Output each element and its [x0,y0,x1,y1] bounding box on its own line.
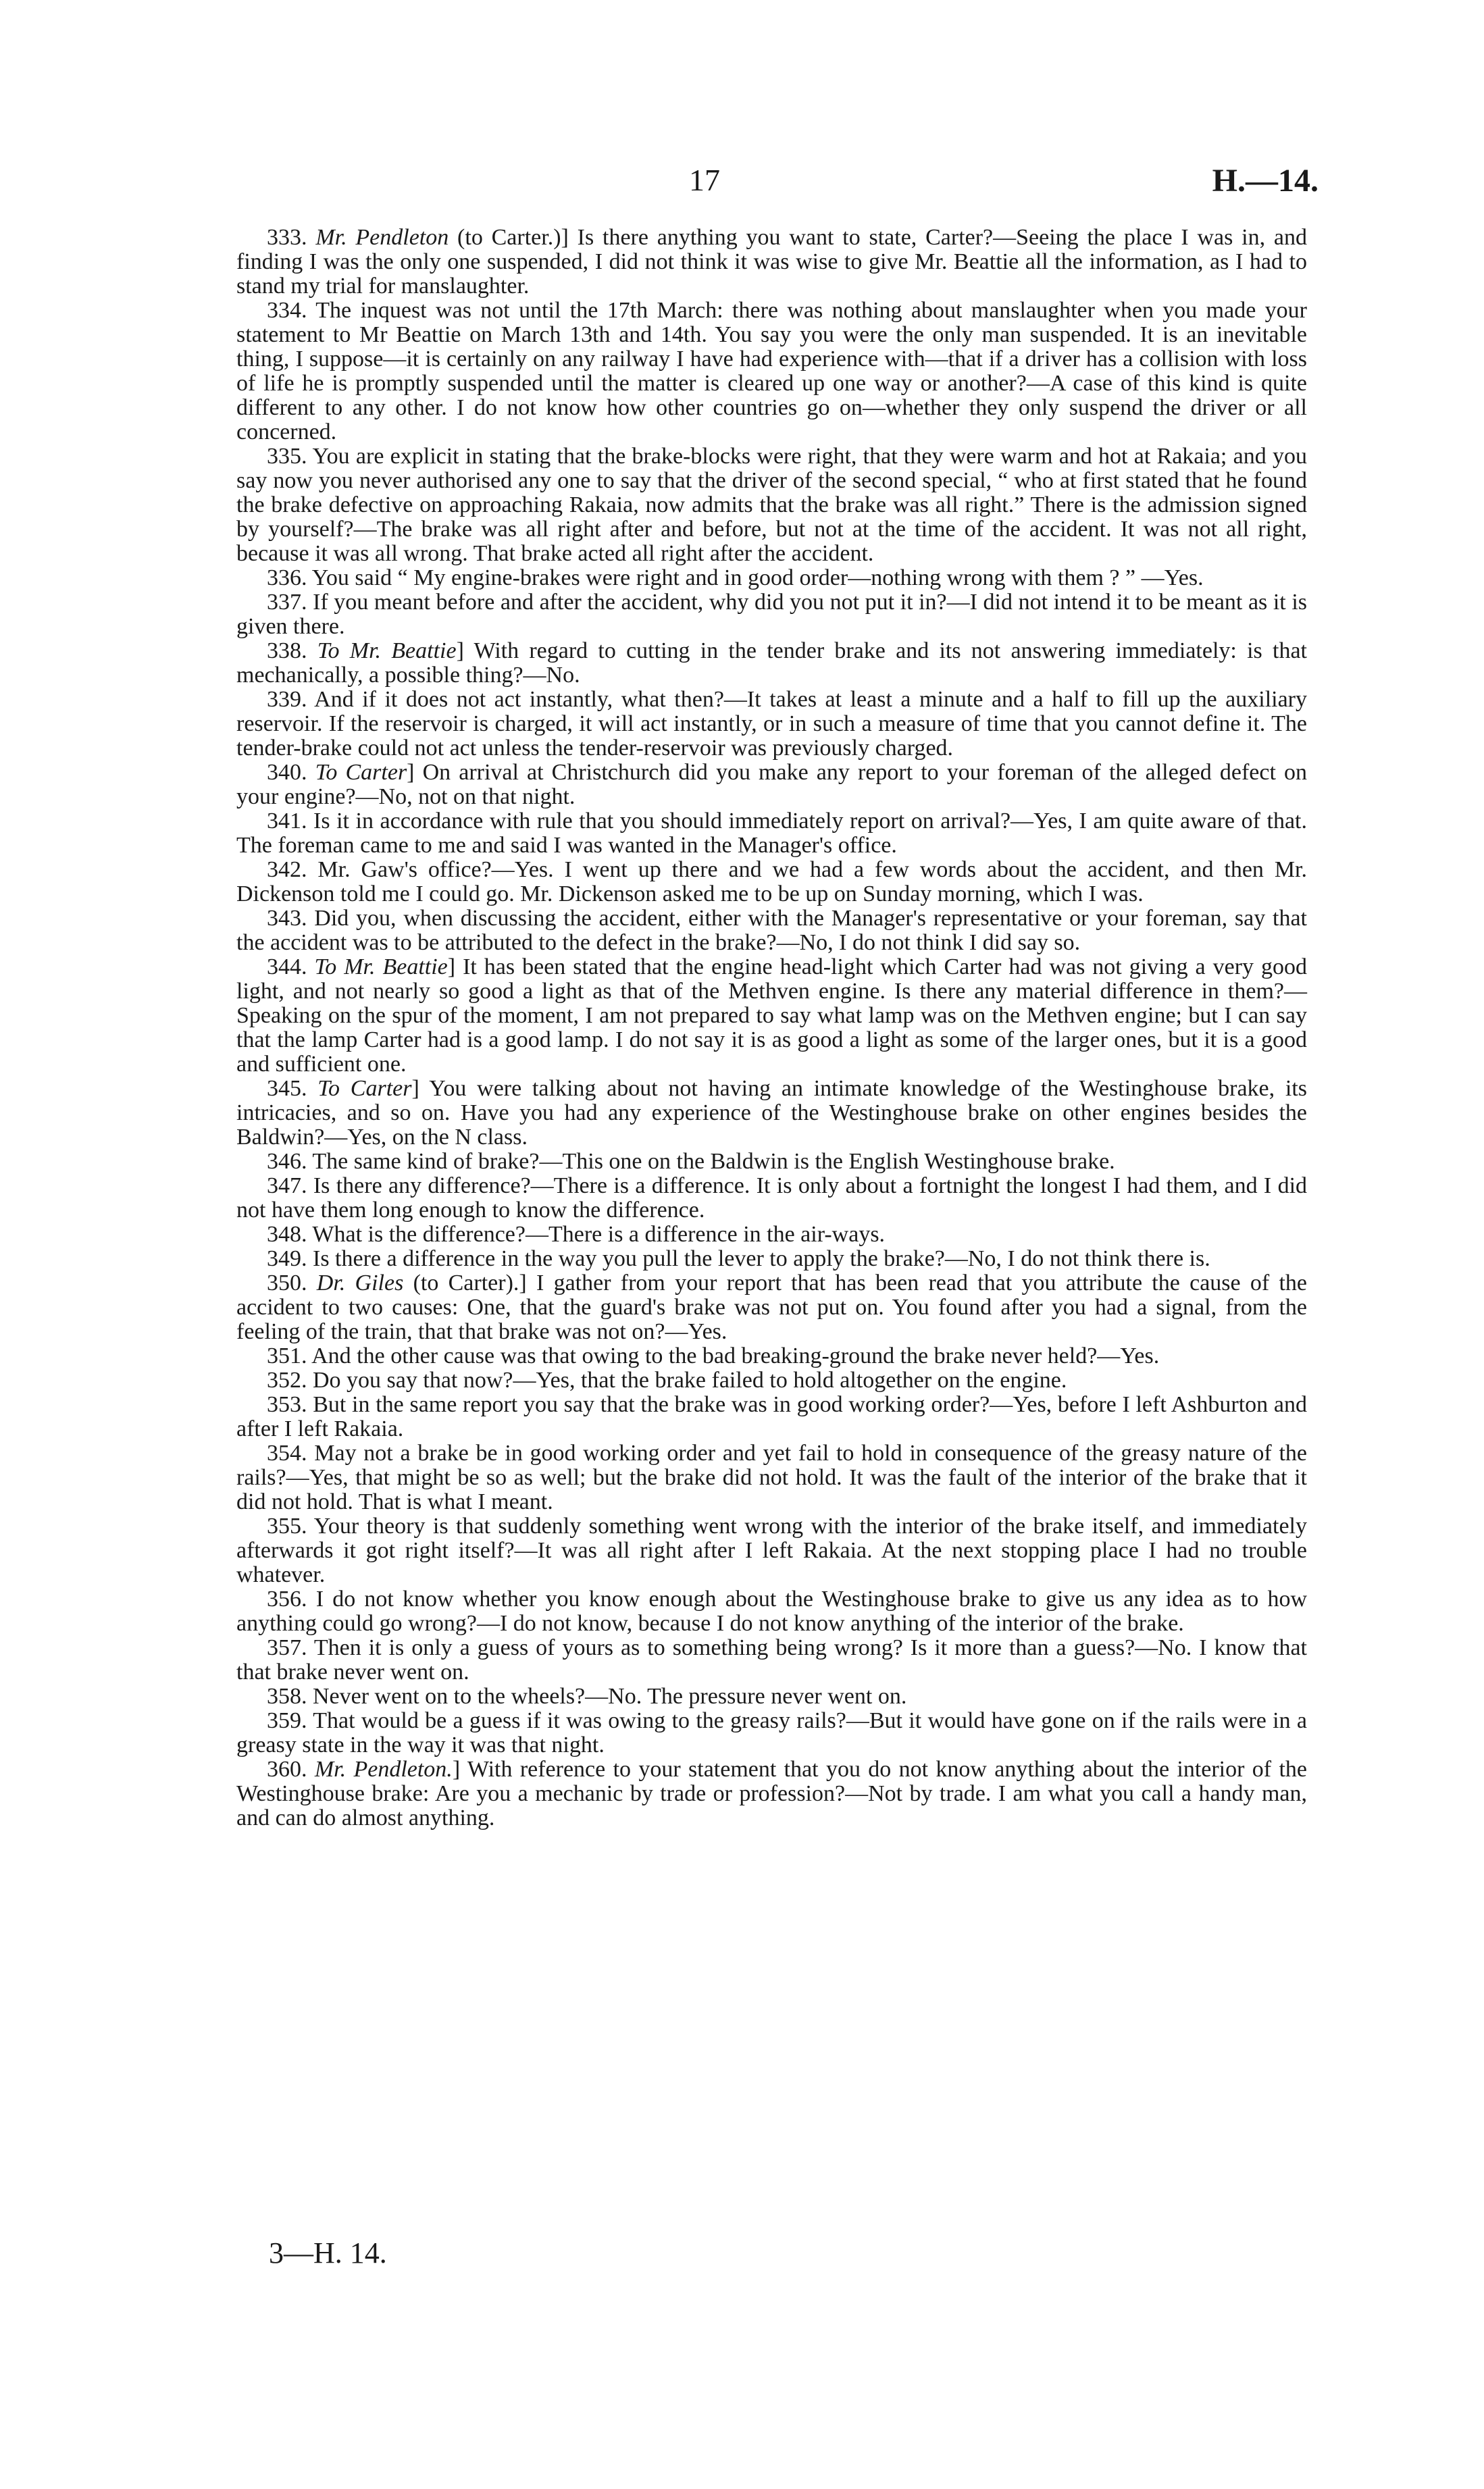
speaker-name: Dr. Giles [316,1271,404,1295]
question-paragraph [236,444,1307,566]
question-paragraph [236,299,1307,444]
question-number: 354. [267,1441,307,1466]
question-paragraph [236,1757,1307,1830]
paragraph-text: May not a brake be in good working order and yet fail to hold in consequence of the greasy nature of the rails?—Yes, that might be so as well; but the brake did not hold. It was the fault of the interior of the brake that it did not hold. That is what I meant. [236,1441,1308,1514]
question-paragraph [236,1514,1307,1587]
document-reference: H.—14. [1212,163,1319,199]
question-number: 336. [267,565,307,590]
question-paragraph [236,1247,1307,1271]
paragraph-text: ] It has been stated that the engine head-light which Carter had was not giving a very good light, and not nearly so good a light as that of the Methven engine. Is there any material difference in them?—Speaking on the spur of the moment, I am not prepared to say what lamp was on the Methven engine; but I can say that the lamp Carter had is a good lamp. I do not say it is as good a light as some of the larger ones, but it is a good and sufficient one. [236,954,1307,1077]
question-paragraph [236,955,1307,1077]
paragraph-text: Then it is only a guess of yours as to something being wrong? Is it more than a guess?—No. I know that that brake never went on. [236,1635,1307,1685]
paragraph-text: But in the same report you say that the brake was in good working order?—Yes, before I left Ashburton and after I left Rakaia. [236,1392,1307,1441]
question-number: 355. [267,1514,307,1539]
paragraph-text: I do not know whether you know enough about the Westinghouse brake to give us any idea as to how anything could go wrong?—I do not know, because I do not know anything of the interior of the brake. [236,1587,1307,1636]
question-paragraph [236,1150,1307,1174]
paragraph-text: What is the difference?—There is a difference in the air-ways. [312,1222,886,1247]
paragraph-text: And the other cause was that owing to the bad breaking-ground the brake never held?—Yes. [311,1343,1160,1368]
paragraph-text: You said “ My engine-brakes were right and in good order—nothing wrong with them ? ” —Yes. [311,565,1204,590]
question-number: 340. [267,760,307,785]
paragraph-text: Mr. Gaw's office?—Yes. I went up there and we had a few words about the accident, and then Mr. Dickenson told me I could go. Mr. Dickenson asked me to be up on Sunday morning, which I was. [236,857,1308,906]
speaker-name: To Mr. Beattie [317,638,457,663]
question-number: 346. [267,1149,307,1174]
question-number: 357. [267,1635,307,1660]
question-paragraph [236,1441,1307,1514]
question-paragraph [236,639,1307,688]
paragraph-text: Your theory is that suddenly something went wrong with the interior of the brake itself, and immediately afterwards it got right itself?—It was all right after I left Rakaia. At the next stopping place I had no trouble whatever. [236,1514,1307,1587]
paragraph-text: ] With reference to your statement that you do not know anything about the interior of the Westinghouse brake: Are you a mechanic by trade or profession?—Not by trade. I am what you call a handy man, and can do almost anything. [236,1757,1307,1830]
question-paragraph [236,590,1307,639]
paragraph-text: Do you say that now?—Yes, that the brake failed to hold altogether on the engine. [313,1368,1067,1393]
paragraph-text: If you meant before and after the accident, why did you not put it in?—I did not intend it to be meant as it is given there. [236,590,1307,639]
paragraph-text: Is there any difference?—There is a difference. It is only about a fortnight the longest I had them, and I did not have them long enough to know the difference. [236,1173,1308,1223]
question-paragraph [236,1636,1307,1685]
question-paragraph [236,1344,1307,1368]
question-number: 347. [267,1173,307,1198]
question-number: 348. [267,1222,307,1247]
question-number: 338. [267,638,307,663]
question-number: 342. [267,857,307,882]
question-paragraph [236,1587,1307,1636]
question-number: 337. [267,590,307,615]
paragraph-text: Never went on to the wheels?—No. The pressure never went on. [313,1684,907,1709]
question-paragraph [236,1685,1307,1709]
signature-reference: 3—H. 14. [269,2236,387,2269]
paragraph-text: (to Carter).] I gather from your report that has been read that you attribute the cause of the accident to two causes: One, that the guard's brake was not put on. You found after you had a signal, from the feeling of the train, that that brake was not on?—Yes. [236,1271,1307,1344]
question-paragraph [236,1077,1307,1150]
paragraph-text: ] You were talking about not having an intimate knowledge of the Westinghouse brake, its intricacies, and so on. Have you had any experience of the Westinghouse brake on other engines besides the Baldwin?—Yes, on the N class. [236,1076,1308,1150]
paragraph-text: That would be a guess if it was owing to the greasy rails?—But it would have gone on if the rails were in a greasy state in the way it was that night. [236,1708,1307,1757]
question-paragraph [236,761,1307,809]
question-number: 359. [267,1708,307,1733]
page-number: 17 [689,163,720,197]
question-number: 352. [267,1368,307,1393]
question-paragraph [236,1709,1307,1757]
question-paragraph [236,858,1307,906]
question-number: 335. [267,444,307,469]
question-number: 334. [267,298,307,323]
question-number: 358. [267,1684,307,1709]
paragraph-text: Is it in accordance with rule that you should immediately report on arrival?—Yes, I am quite aware of that. The foreman came to me and said I was wanted in the Manager's office. [236,809,1308,858]
paragraph-text: (to Carter.)] Is there anything you want to state, Carter?—Seeing the place I was in, and finding I was the only one suspended, I did not think it was wise to give Mr. Beattie all the information, as I had to stand my trial for manslaughter. [236,225,1307,299]
paragraph-text: The inquest was not until the 17th March: there was nothing about manslaughter when you made your statement to Mr Beattie on March 13th and 14th. You say you were the only man suspended. It is an inevitable thing, I suppose—it is certainly on any railway I have had experience with—that if a driver has a collision with loss of life he is promptly suspended until the matter is cleared up one way or another?—A case of this kind is quite different to any other. I do not know how other countries go on—whether they only suspend the driver or all concerned. [236,298,1307,444]
question-paragraph [236,1271,1307,1344]
question-number: 345. [267,1076,307,1101]
question-paragraph [236,688,1307,761]
question-paragraph [236,566,1307,590]
question-number: 339. [267,687,307,712]
question-number: 360. [267,1757,307,1782]
question-paragraph [236,226,1307,299]
question-paragraph [236,1174,1307,1223]
speaker-name: To Mr. Beattie [314,954,448,979]
question-number: 356. [267,1587,307,1612]
question-number: 344. [267,954,307,979]
question-paragraph [236,906,1307,955]
evidence-body [236,226,1307,1830]
question-paragraph [236,1368,1307,1393]
question-number: 333. [267,225,307,250]
paragraph-text: ] With regard to cutting in the tender brake and its not answering immediately: is that mechanically, a possible thing?—No. [236,638,1307,688]
speaker-name: Mr. Pendleton. [314,1757,453,1782]
paragraph-text: Is there a difference in the way you pull the lever to apply the brake?—No, I do not think there is. [313,1246,1210,1271]
paragraph-text: The same kind of brake?—This one on the Baldwin is the English Westinghouse brake. [312,1149,1115,1174]
page-header [0,162,1484,203]
question-number: 343. [267,906,307,931]
paragraph-text: Did you, when discussing the accident, either with the Manager's representative or your foreman, say that the accident was to be attributed to the defect in the brake?—No, I do not think I did say so. [236,906,1307,955]
question-number: 341. [267,809,307,833]
question-number: 351. [267,1343,307,1368]
question-paragraph [236,809,1307,858]
question-paragraph [236,1393,1307,1441]
paragraph-text: And if it does not act instantly, what then?—It takes at least a minute and a half to fill up the auxiliary reservoir. If the reservoir is charged, it will act instantly, or in such a measure of time that you cannot define it. The tender-brake could not act unless the tender-reservoir was previously charged. [236,687,1308,761]
speaker-name: To Carter [317,1076,412,1101]
paragraph-text: You are explicit in stating that the brake-blocks were right, that they were warm and hot at Rakaia; and you say now you never authorised any one to say that the driver of the second special, “ who at first stated that he found the brake defective on approaching Rakaia, now admits that the brake was all right.” There is the admission signed by yourself?—The brake was all right after and before, but not at the time of the accident. It was not all right, because it was all wrong. That brake acted all right after the accident. [236,444,1307,566]
speaker-name: Mr. Pendleton [315,225,449,250]
question-paragraph [236,1223,1307,1247]
question-number: 350. [267,1271,307,1295]
speaker-name: To Carter [315,760,407,785]
paragraph-text: ] On arrival at Christchurch did you make any report to your foreman of the alleged defect on your engine?—No, not on that night. [236,760,1308,809]
question-number: 349. [267,1246,307,1271]
question-number: 353. [267,1392,307,1417]
